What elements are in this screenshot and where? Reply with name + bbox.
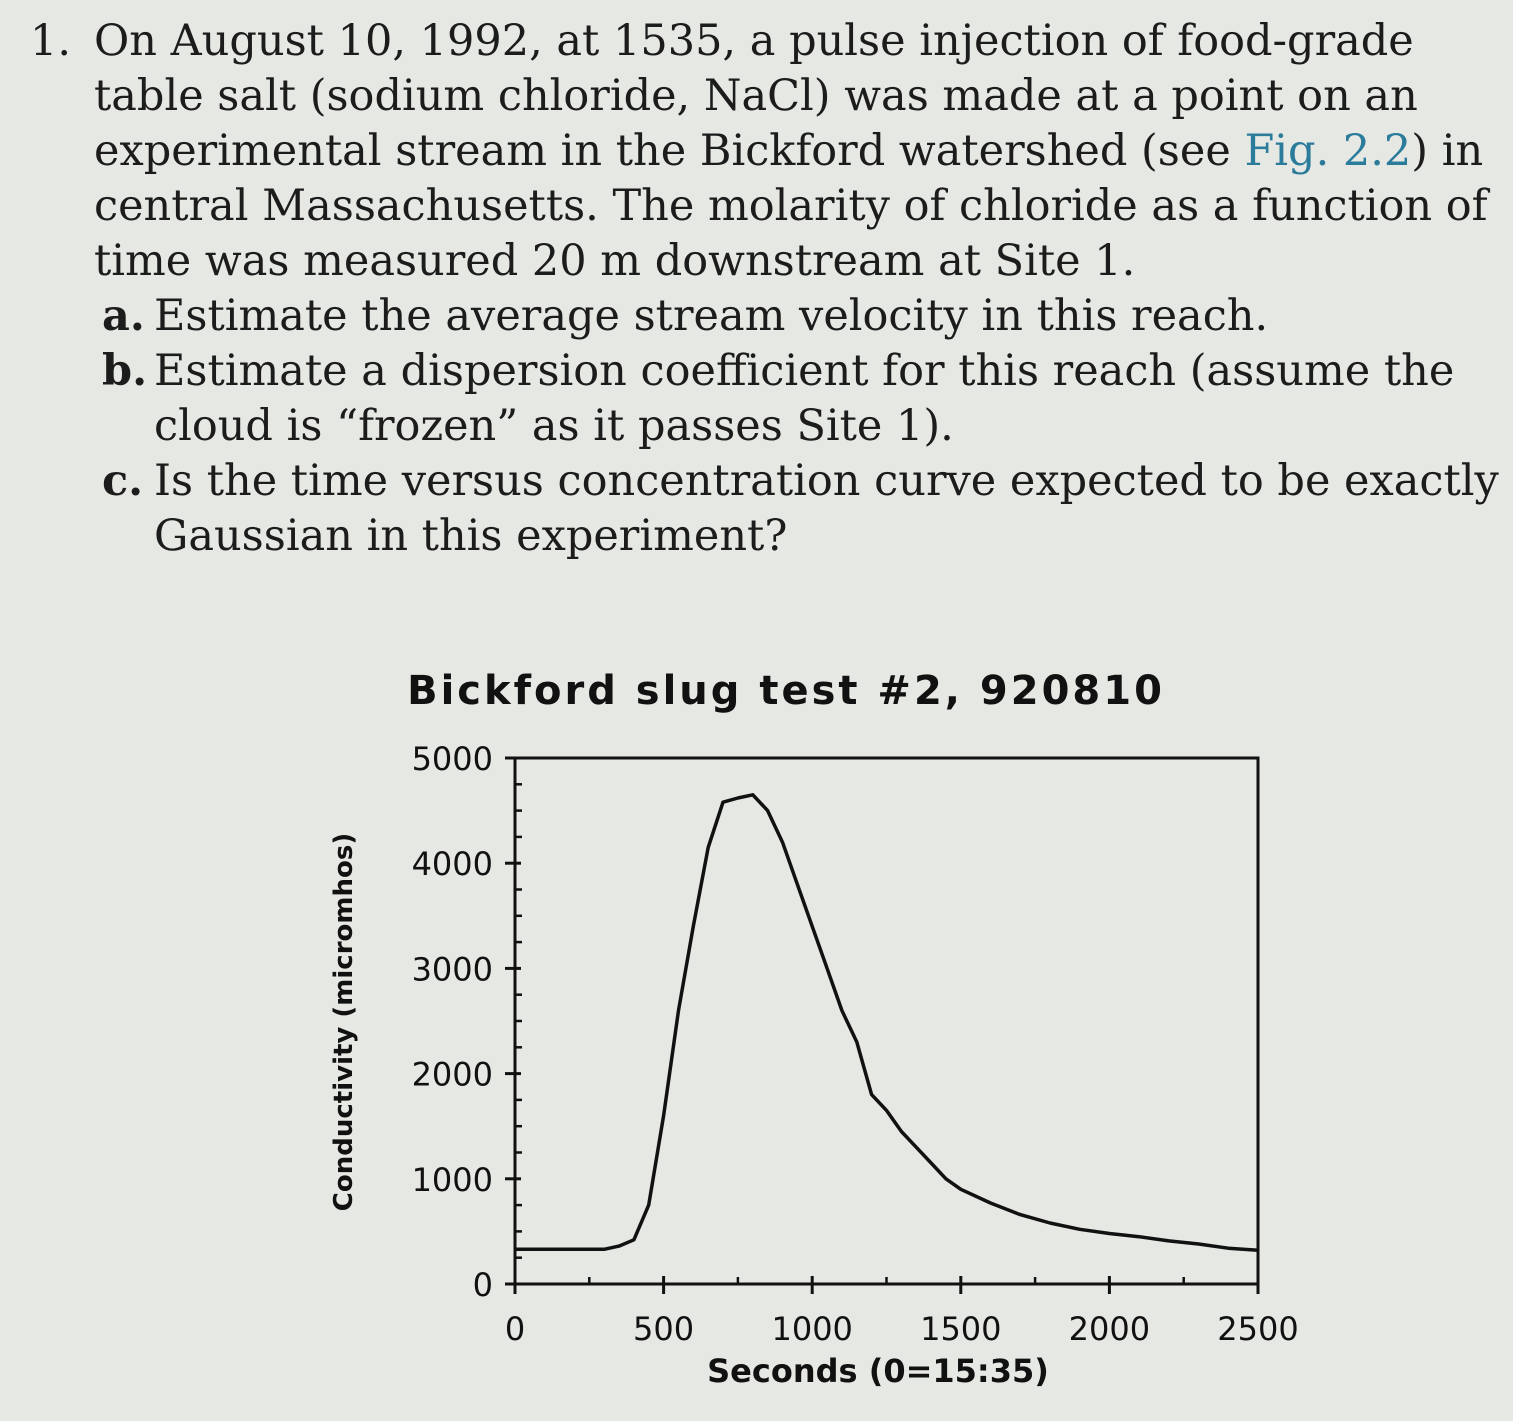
y-axis-label: Conductivity (micromhos): [329, 832, 359, 1212]
sub-question-c: [102, 454, 1500, 564]
y-tick-label: 2000: [411, 1055, 493, 1094]
problem-text-part1: On August 10, 1992, at 1535, a pulse injection of food-grade table salt (sodium chloride, NaCl) was made at a point on an experimental stream in the Bickford watershed (see: [94, 16, 1418, 176]
y-tick-label: 3000: [411, 950, 493, 989]
chart-title: Bickford slug test #2, 920810: [407, 668, 1165, 714]
x-axis-label: Seconds (0=15:35): [707, 1352, 1049, 1390]
x-tick-label: 1000: [771, 1310, 853, 1348]
plot-frame: [515, 758, 1258, 1284]
y-tick-label: 0: [472, 1266, 493, 1304]
sub-question-label: b.: [102, 346, 148, 396]
sub-question-text: Is the time versus concentration curve expected to be exactly Gaussian in this experiment?: [154, 456, 1499, 561]
x-tick-label: 1500: [920, 1310, 1002, 1348]
sub-question-a: [102, 289, 1500, 344]
problem-block: [30, 14, 1500, 564]
problem-number: 1.: [30, 16, 72, 66]
conductivity-curve: [515, 795, 1258, 1251]
sub-question-label: c.: [102, 456, 144, 506]
sub-questions: [102, 289, 1500, 564]
x-tick-label: 500: [633, 1310, 695, 1348]
sub-question-text: Estimate the average stream velocity in this reach.: [154, 291, 1269, 341]
y-tick-label: 4000: [411, 845, 493, 884]
sub-question-text: Estimate a dispersion coefficient for this reach (assume the cloud is “frozen” as it passes Site 1).: [154, 346, 1455, 451]
sub-question-label: a.: [102, 291, 145, 341]
problem-text-part2: ) in central Massachusetts. The molarity of chloride as a function of time was measured 20 m downstream at Site 1.: [94, 126, 1488, 286]
x-tick-label: 2000: [1068, 1310, 1151, 1348]
x-tick-label: 2500: [1217, 1310, 1299, 1348]
problem-statement: [94, 14, 1494, 289]
x-tick-label: 0: [504, 1310, 526, 1348]
y-tick-label: 1000: [411, 1160, 493, 1199]
figure-reference-link[interactable]: Fig. 2.2: [1244, 126, 1412, 176]
y-tick-label: 5000: [411, 740, 493, 778]
chart-svg: [300, 650, 1310, 1410]
conductivity-chart: [300, 650, 1310, 1410]
sub-question-b: [102, 344, 1500, 454]
